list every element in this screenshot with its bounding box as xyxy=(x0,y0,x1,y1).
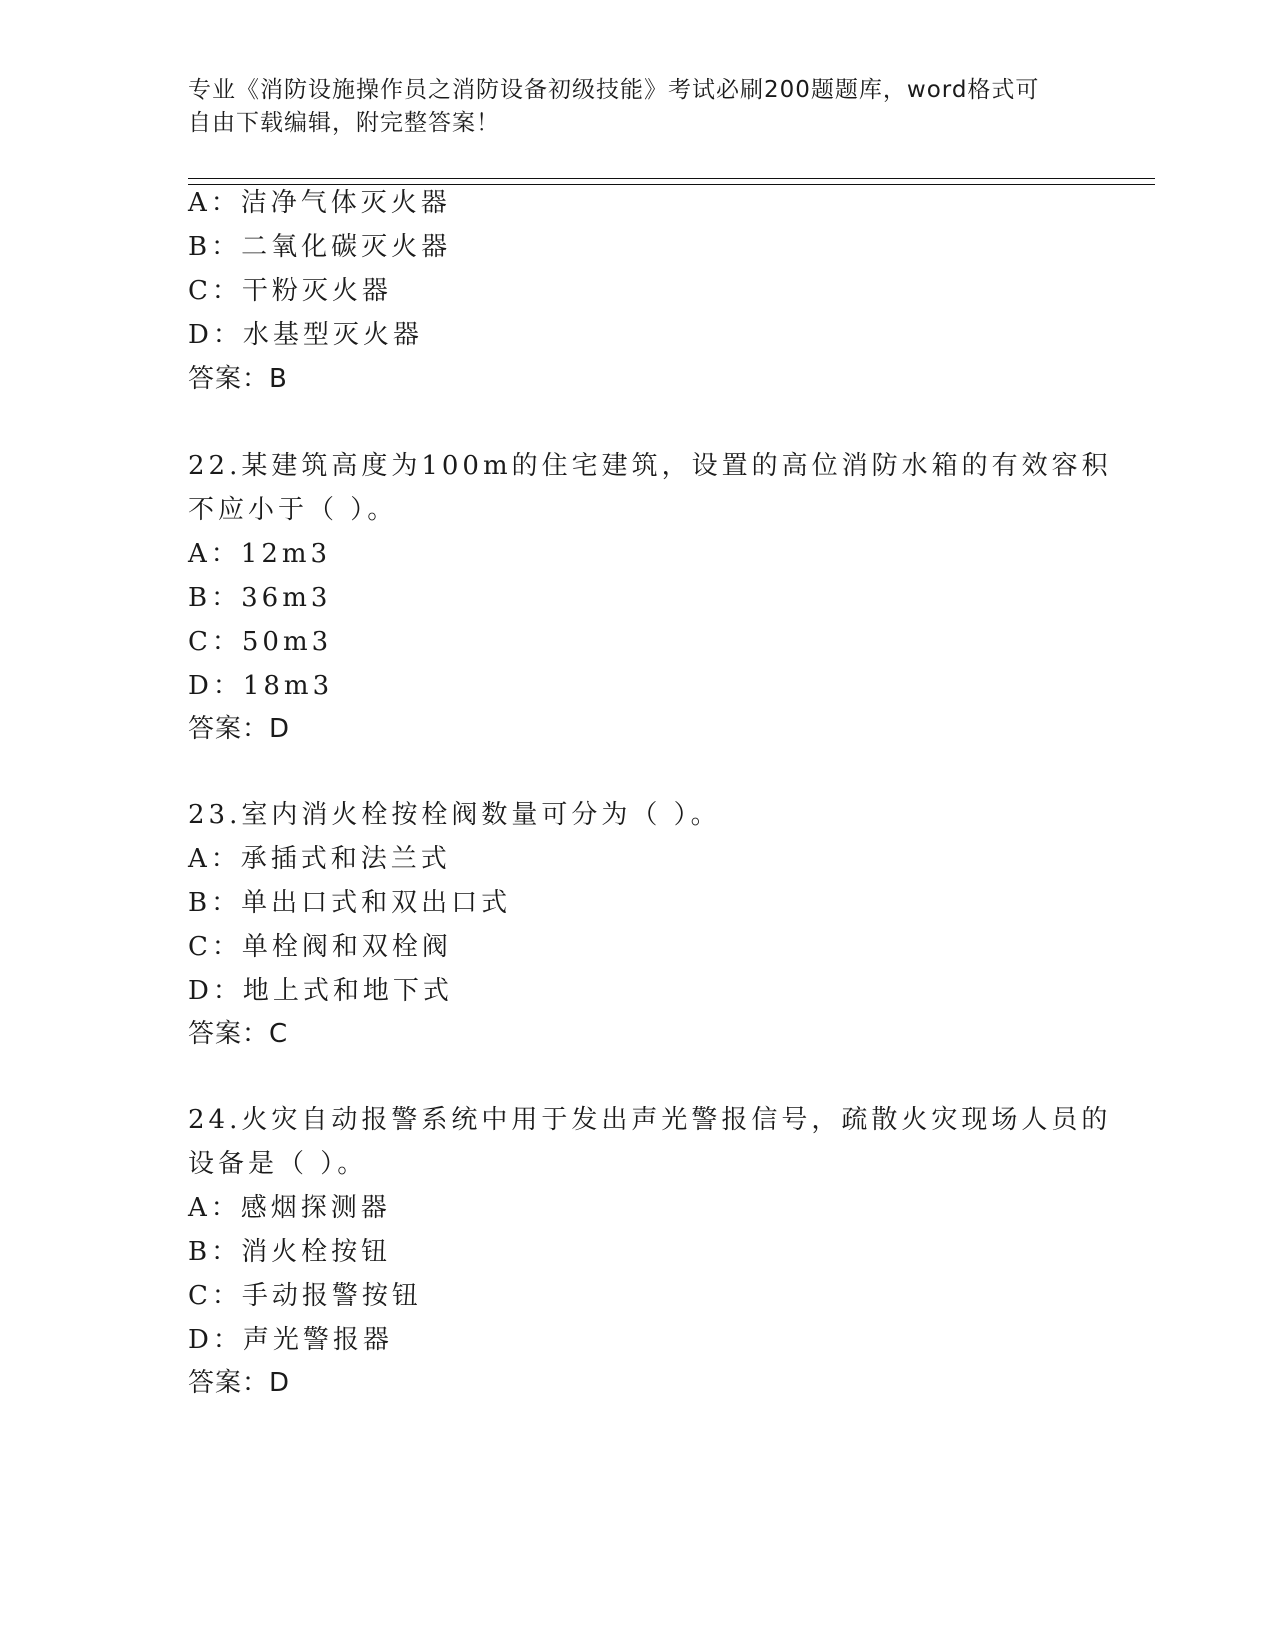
q22-option-a: A：12m3 xyxy=(188,539,332,569)
q21-option-d: D：水基型灭火器 xyxy=(188,320,423,350)
q22-option-d: D：18m3 xyxy=(188,671,334,701)
q23-answer: 答案：C xyxy=(188,1019,289,1049)
q23-option-c: C：单栓阀和双栓阀 xyxy=(188,932,452,962)
q21-option-b: B：二氧化碳灭火器 xyxy=(188,232,452,262)
q22-answer: 答案：D xyxy=(188,714,291,744)
q23-stem-line-1: 23.室内消火栓按栓阀数量可分为（ ）。 xyxy=(188,800,721,830)
q24-stem-line-2: 设备是（ ）。 xyxy=(188,1149,368,1179)
q22-stem-line-1: 22.某建筑高度为100m的住宅建筑，设置的高位消防水箱的有效容积 xyxy=(188,451,1112,481)
q21-option-c: C：干粉灭火器 xyxy=(188,276,392,306)
q23-option-d: D：地上式和地下式 xyxy=(188,976,453,1006)
header-divider-top xyxy=(188,178,1155,179)
q24-option-d: D：声光警报器 xyxy=(188,1325,393,1355)
q24-option-c: C：手动报警按钮 xyxy=(188,1281,422,1311)
q22-option-b: B：36m3 xyxy=(188,583,332,613)
q24-stem-line-1: 24.火灾自动报警系统中用于发出声光警报信号，疏散火灾现场人员的 xyxy=(188,1105,1112,1135)
q24-answer: 答案：D xyxy=(188,1368,291,1398)
q24-option-b: B：消火栓按钮 xyxy=(188,1237,392,1267)
header-line-2: 自由下载编辑，附完整答案！ xyxy=(188,110,500,136)
q23-option-a: A：承插式和法兰式 xyxy=(188,844,451,874)
header-line-1: 专业《消防设施操作员之消防设备初级技能》考试必刷200题题库，word格式可 xyxy=(188,77,1040,103)
q21-option-a: A：洁净气体灭火器 xyxy=(188,188,451,218)
q23-option-b: B：单出口式和双出口式 xyxy=(188,888,512,918)
q22-stem-line-2: 不应小于（ ）。 xyxy=(188,495,398,525)
q21-answer: 答案：B xyxy=(188,364,288,394)
document-header xyxy=(188,74,1078,140)
q22-option-c: C：50m3 xyxy=(188,627,333,657)
header-divider-bottom xyxy=(188,184,1155,185)
q24-option-a: A：感烟探测器 xyxy=(188,1193,391,1223)
